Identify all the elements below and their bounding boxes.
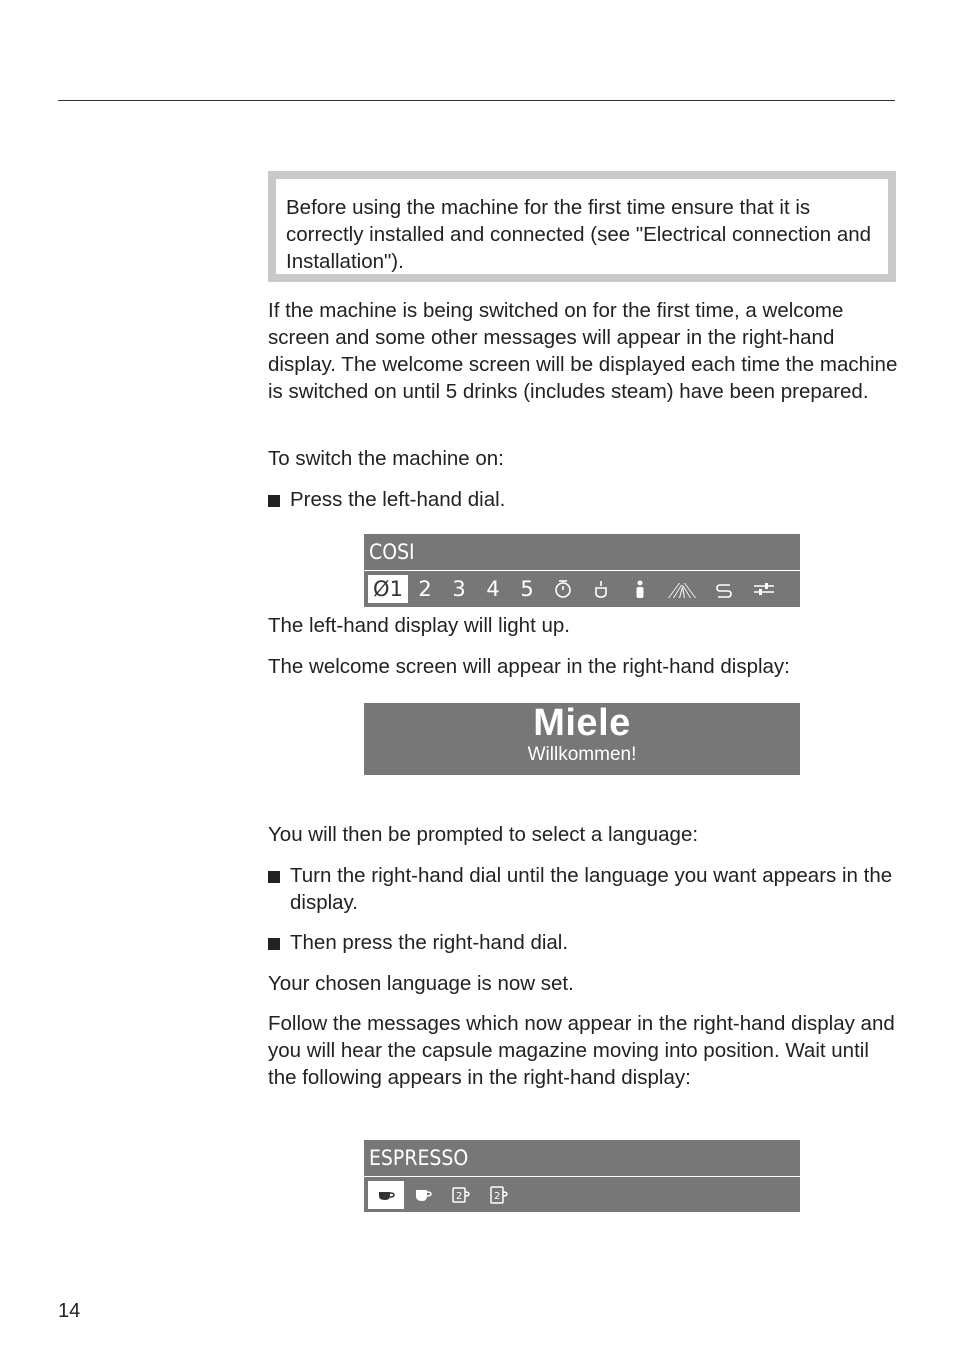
paragraph-first-time: If the machine is being switched on for the first time, a welcome screen and some other messages will appear in the right-hand display. The welcome screen will be displayed each time the machine is switched on until 5 drinks (includes steam) have been prepared. [268,299,898,403]
welcome-greeting: Willkommen! [527,744,637,765]
svg-text:2: 2 [456,1191,463,1202]
bullet-text: Turn the right-hand dial until the language you want appears in the display. [290,864,893,914]
svg-text:2: 2 [494,1191,501,1202]
cup-icon [582,575,620,603]
settings-icon [744,575,784,603]
espresso-cup-icon [368,1181,404,1209]
double-espresso-icon [442,1181,480,1209]
bullet-press-right [268,929,898,956]
paragraph-prompt-language: You will then be prompted to select a language: [268,823,699,846]
bullet-text: Then press the right-hand dial. [290,931,569,954]
left-display-row [364,571,800,607]
bullet-square-icon [268,871,280,883]
paragraph-welcome-appear: The welcome screen will appear in the right-hand display: [268,655,790,678]
number-cell: 3 [452,577,466,601]
bullet-turn-right [268,862,898,916]
paragraph-follow-messages: Follow the messages which now appear in the right-hand display and you will hear the capsule magazine moving into position. Wait until the following appears in the right-hand display: [268,1012,895,1089]
welcome-display [364,703,800,775]
paragraph-language-set: Your chosen language is now set. [268,972,574,995]
left-display-title: COSI [364,534,800,571]
number-cell: 4 [486,577,500,601]
bullet-press-left [268,486,898,513]
bullet-text: Press the left-hand dial. [290,488,506,511]
bullet-square-icon [268,938,280,950]
selected-cell: Ø1 [368,575,408,603]
header-rule [58,100,895,101]
brand-logo: Miele [533,702,631,744]
number-cell: 5 [520,577,534,601]
paragraph-switch-on: To switch the machine on: [268,447,504,470]
notice-text: Before using the machine for the first time ensure that it is correctly installed and connected (see "Electrical connection and Installation"). [276,179,888,274]
coffee-cup-icon [404,1181,442,1209]
double-coffee-icon [480,1181,518,1209]
notice-box [268,171,896,282]
number-cell: 2 [418,577,432,601]
steam-icon [660,575,704,603]
person-icon [620,575,660,603]
timer-icon [544,575,582,603]
paragraph-left-light: The left-hand display will light up. [268,614,570,637]
espresso-display-title: ESPRESSO [364,1140,800,1177]
espresso-display-row [364,1177,800,1213]
bullet-square-icon [268,495,280,507]
left-display [364,534,800,607]
espresso-display [364,1140,800,1212]
rinse-icon [704,575,744,603]
page-number: 14 [58,1300,81,1322]
